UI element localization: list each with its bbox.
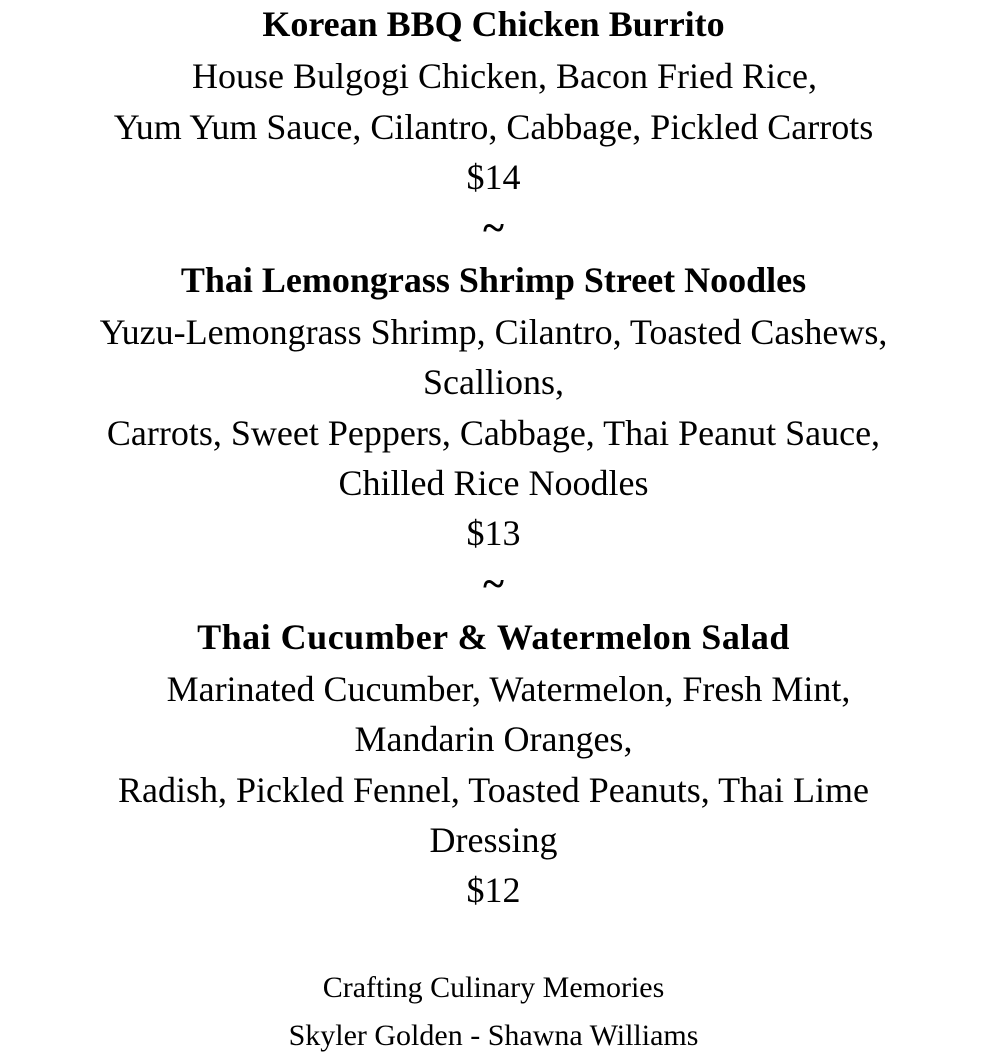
item-description-line: Carrots, Sweet Peppers, Cabbage, Thai Peanut Sauce,	[106, 413, 881, 453]
item-title: Korean BBQ Chicken Burrito	[262, 4, 725, 44]
item-price: $12	[466, 870, 521, 910]
item-description-line: Dressing	[429, 820, 558, 860]
item-description-line: Marinated Cucumber, Watermelon, Fresh Mint,	[166, 669, 851, 709]
separator-tilde: ~	[483, 561, 504, 606]
item-description-line: Yum Yum Sauce, Cilantro, Cabbage, Pickled Carrots	[113, 107, 874, 147]
item-description-line: Mandarin Oranges,	[354, 719, 633, 759]
item-price: $13	[466, 513, 521, 553]
item-description-line: Scallions,	[423, 362, 564, 402]
item-title: Thai Cucumber & Watermelon Salad	[197, 617, 790, 657]
item-description-line: Yuzu-Lemongrass Shrimp, Cilantro, Toasted Cashews,	[99, 312, 888, 352]
item-title: Thai Lemongrass Shrimp Street Noodles	[180, 260, 807, 300]
item-description-line: House Bulgogi Chicken, Bacon Fried Rice,	[192, 56, 817, 96]
footer-chefs: Skyler Golden - Shawna Williams	[288, 1019, 699, 1052]
item-description-line: Chilled Rice Noodles	[338, 463, 649, 503]
item-price: $14	[466, 157, 521, 197]
footer-tagline: Crafting Culinary Memories	[322, 971, 665, 1004]
separator-tilde: ~	[483, 205, 504, 250]
item-description-line: Radish, Pickled Fennel, Toasted Peanuts, Thai Lime	[117, 770, 870, 810]
